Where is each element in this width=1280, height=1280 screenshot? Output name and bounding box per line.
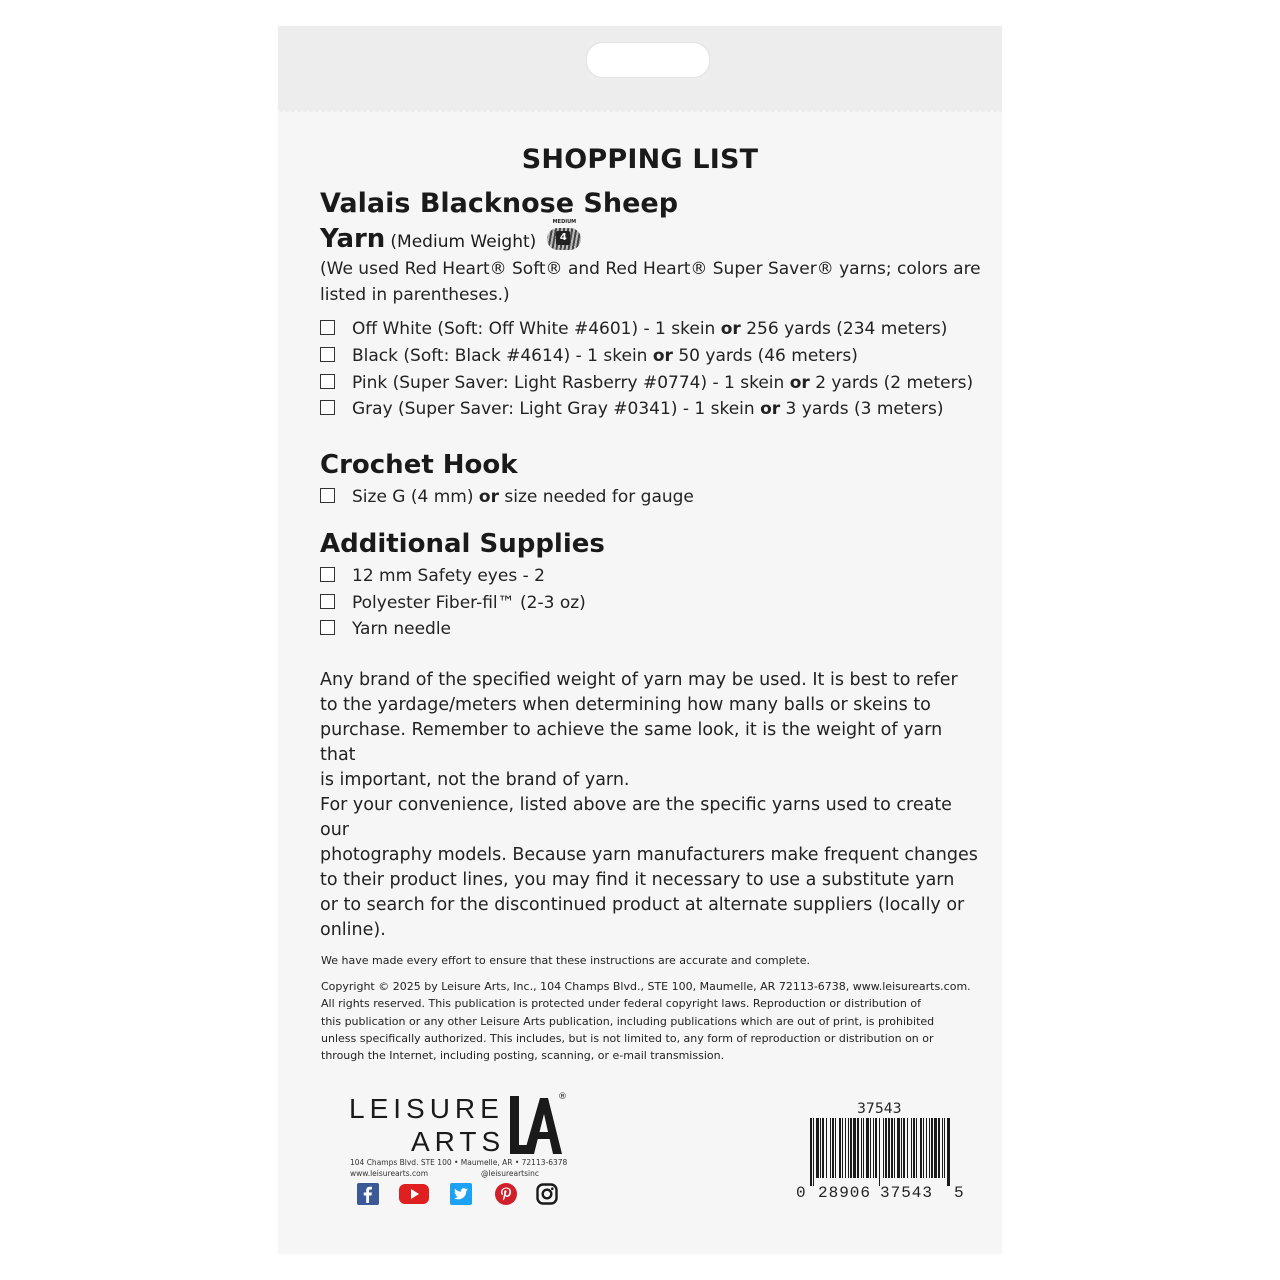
- logo-word-arts: ARTS: [411, 1126, 506, 1157]
- yarn-weight-number: 4: [556, 231, 570, 245]
- paragraph-line: is important, not the brand of yarn.: [320, 770, 630, 790]
- copyright-line: this publication or any other Leisure Arts publication, including publications which are out of print, is prohibited: [321, 1014, 935, 1028]
- hang-hole: [586, 42, 710, 78]
- barcode-bar: [947, 1118, 950, 1186]
- copyright-line: Copyright © 2025 by Leisure Arts, Inc., 104 Champs Blvd., STE 100, Maumelle, AR 72113-6738, www.leisurearts.com.: [321, 980, 971, 993]
- yarn-used-note-line: listed in parentheses.): [320, 285, 510, 305]
- barcode-bar: [920, 1118, 922, 1178]
- yarn-item-off-white[interactable]: Off White (Soft: Off White #4601) - 1 skein or 256 yards (234 meters): [320, 316, 947, 342]
- barcode-left-digits: 28906: [818, 1184, 872, 1202]
- copyright-notice: [321, 978, 971, 1064]
- barcode-bar: [810, 1118, 812, 1186]
- barcode-bar: [891, 1118, 893, 1178]
- youtube-icon[interactable]: [399, 1183, 429, 1205]
- paragraph-line: to their product lines, you may find it necessary to use a substitute yarn: [320, 870, 955, 890]
- barcode-bar: [907, 1118, 908, 1178]
- barcode-bar: [888, 1118, 890, 1178]
- checkbox[interactable]: [320, 567, 335, 582]
- barcode-check-digit: 5: [954, 1184, 964, 1202]
- barcode-bar: [934, 1118, 937, 1178]
- barcode-bar: [861, 1118, 862, 1178]
- checkbox[interactable]: [320, 400, 335, 415]
- registered-mark: ®: [558, 1092, 567, 1102]
- la-monogram-icon: [510, 1096, 564, 1154]
- yarn-item-gray[interactable]: Gray (Super Saver: Light Gray #0341) - 1 skein or 3 yards (3 meters): [320, 396, 943, 422]
- hook-item[interactable]: Size G (4 mm) or size needed for gauge: [320, 484, 694, 510]
- barcode-bar: [816, 1118, 819, 1178]
- checkbox[interactable]: [320, 620, 335, 635]
- barcode-bar: [822, 1118, 824, 1178]
- copyright-line: unless specifically authorized. This includes, but is not limited to, any form of reproduction or distribution on or: [321, 1031, 934, 1045]
- paragraph-line: For your convenience, listed above are the specific yarns used to create our: [320, 795, 952, 840]
- barcode-bar: [839, 1118, 841, 1178]
- barcode-bar: [916, 1118, 917, 1178]
- hang-tab: [278, 26, 1002, 110]
- checkbox[interactable]: [320, 347, 335, 362]
- barcode-bar: [929, 1118, 930, 1178]
- barcode-bar: [870, 1118, 871, 1178]
- twitter-icon[interactable]: [450, 1183, 472, 1205]
- barcode: [808, 1118, 952, 1186]
- hook-heading: Crochet Hook: [320, 450, 518, 480]
- barcode-bar: [853, 1118, 856, 1178]
- disclaimer: We have made every effort to ensure that these instructions are accurate and complete.: [321, 954, 810, 967]
- checkbox[interactable]: [320, 374, 335, 389]
- barcode-bar: [848, 1118, 849, 1178]
- instagram-icon[interactable]: [536, 1183, 558, 1205]
- barcode-bar: [873, 1118, 874, 1178]
- pinterest-icon[interactable]: [495, 1183, 517, 1205]
- paragraph-line: to the yardage/meters when determining how many balls or skeins to: [320, 695, 931, 715]
- checkbox[interactable]: [320, 488, 335, 503]
- paragraph-line: photography models. Because yarn manufacturers make frequent changes: [320, 845, 978, 865]
- supplies-heading: Additional Supplies: [320, 529, 605, 559]
- barcode-bar: [850, 1118, 852, 1178]
- barcode-bar: [885, 1118, 887, 1178]
- logo-monogram: [510, 1092, 567, 1154]
- item-number: 37543: [857, 1101, 902, 1117]
- yarn-used-note: [320, 256, 981, 308]
- copyright-line: All rights reserved. This publication is protected under federal copyright laws. Reproduction or distribution of: [321, 997, 921, 1011]
- logo-address: 104 Champs Blvd. STE 100 • Maumelle, AR • 72113-6378: [350, 1158, 568, 1167]
- paragraph-line: online).: [320, 920, 386, 940]
- barcode-bar: [894, 1118, 895, 1178]
- supply-item-fiberfil[interactable]: Polyester Fiber-fil™ (2-3 oz): [320, 590, 586, 616]
- barcode-right-digits: 37543: [880, 1184, 934, 1202]
- supply-item-safety-eyes[interactable]: 12 mm Safety eyes - 2: [320, 563, 545, 589]
- barcode-bar: [897, 1118, 900, 1178]
- yarn-weight-icon: [545, 219, 581, 251]
- project-name: Valais Blacknose Sheep: [320, 188, 679, 219]
- barcode-bar: [901, 1118, 902, 1178]
- barcode-bar: [857, 1118, 859, 1178]
- perforation-edge: [278, 110, 1002, 114]
- barcode-bar: [931, 1118, 933, 1178]
- barcode-bar: [938, 1118, 940, 1178]
- barcode-bar: [826, 1118, 827, 1178]
- barcode-bar: [875, 1118, 877, 1178]
- facebook-icon[interactable]: [357, 1183, 379, 1205]
- checkbox[interactable]: [320, 320, 335, 335]
- paragraph-yarn-substitution: [320, 668, 980, 793]
- logo-word-leisure: LEISURE: [349, 1093, 504, 1124]
- barcode-bar: [913, 1118, 915, 1178]
- barcode-lead-digit: 0: [796, 1184, 806, 1202]
- barcode-bar: [879, 1118, 880, 1186]
- barcode-bar: [866, 1118, 869, 1178]
- yarn-item-black[interactable]: Black (Soft: Black #4614) - 1 skein or 50 yards (46 meters): [320, 343, 858, 369]
- barcode-bar: [883, 1118, 884, 1178]
- barcode-bar: [830, 1118, 831, 1178]
- yarn-item-pink[interactable]: Pink (Super Saver: Light Rasberry #0774) - 1 skein or 2 yards (2 meters): [320, 370, 973, 396]
- copyright-line: through the Internet, including posting, scanning, or e-mail transmission.: [321, 1049, 725, 1063]
- paragraph-line: purchase. Remember to achieve the same look, it is the weight of yarn that: [320, 720, 943, 765]
- barcode-bar: [845, 1118, 846, 1178]
- barcode-bars: [808, 1118, 952, 1186]
- barcode-bar: [813, 1118, 814, 1186]
- paragraph-line: or to search for the discontinued product at alternate suppliers (locally or: [320, 895, 965, 915]
- barcode-bar: [820, 1118, 821, 1178]
- logo-handle: @leisureartsinc: [481, 1169, 539, 1178]
- checkbox[interactable]: [320, 594, 335, 609]
- barcode-bar: [835, 1118, 836, 1178]
- barcode-bar: [942, 1118, 943, 1178]
- yarn-weight-label: MEDIUM: [552, 219, 577, 225]
- supply-item-yarn-needle[interactable]: Yarn needle: [320, 616, 451, 642]
- yarn-heading: Yarn: [320, 224, 386, 254]
- page-title: SHOPPING LIST: [521, 144, 759, 175]
- paragraph-line: Any brand of the specified weight of yarn may be used. It is best to refer: [320, 670, 958, 690]
- barcode-bar: [944, 1118, 945, 1178]
- barcode-bar: [926, 1118, 927, 1178]
- barcode-bar: [923, 1118, 924, 1178]
- paragraph-convenience: [320, 793, 980, 943]
- yarn-weight-note: (Medium Weight): [390, 232, 537, 252]
- barcode-bar: [911, 1118, 912, 1178]
- barcode-bar: [863, 1118, 864, 1178]
- barcode-bar: [903, 1118, 905, 1178]
- logo-website: www.leisurearts.com: [350, 1169, 429, 1178]
- yarn-used-note-line: (We used Red Heart® Soft® and Red Heart® Super Saver® yarns; colors are: [320, 259, 981, 279]
- barcode-bar: [842, 1118, 843, 1178]
- barcode-bar: [832, 1118, 834, 1178]
- yarn-heading-row: [320, 219, 581, 254]
